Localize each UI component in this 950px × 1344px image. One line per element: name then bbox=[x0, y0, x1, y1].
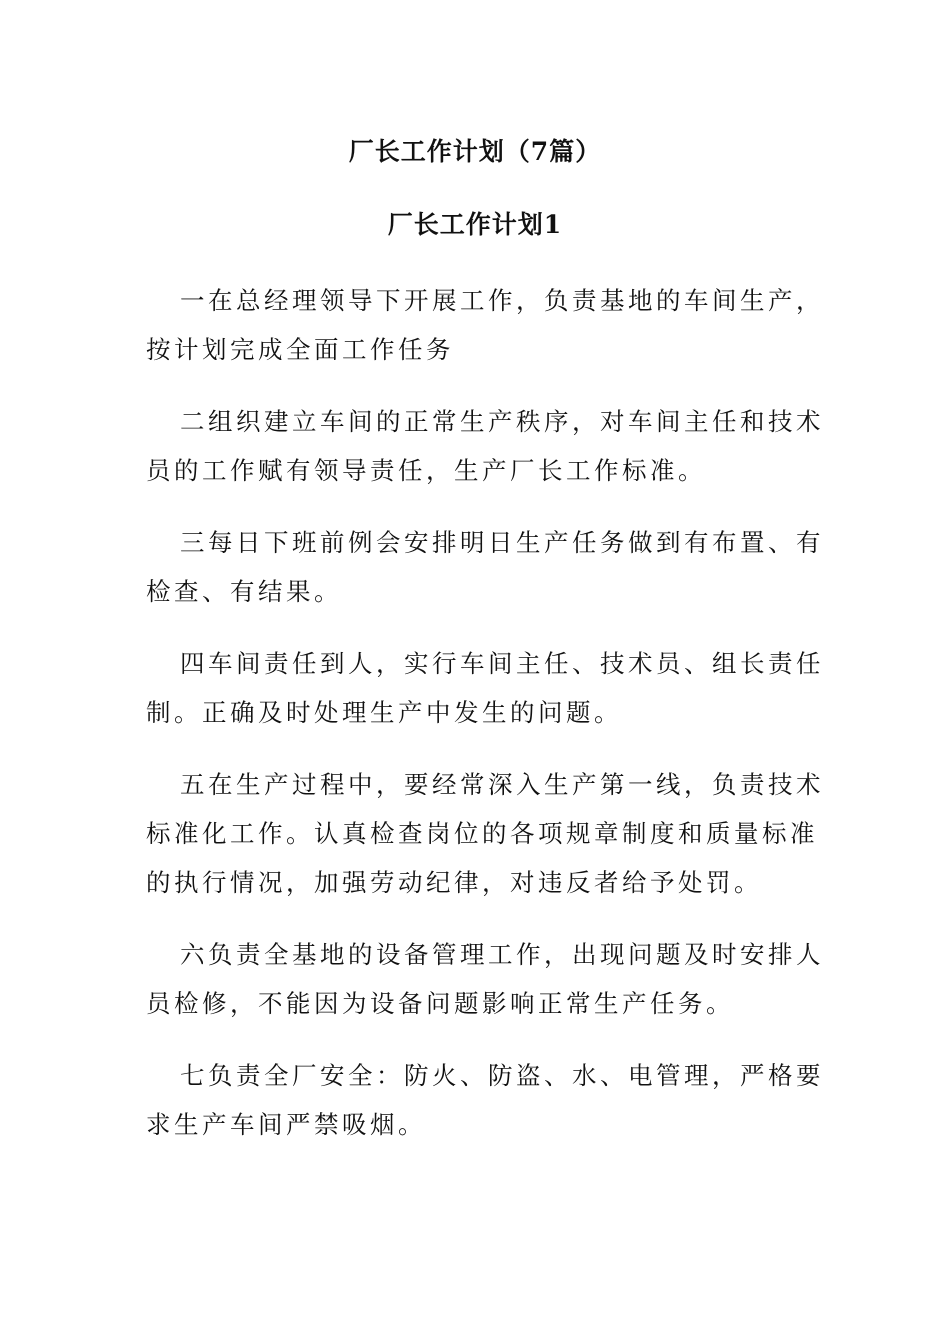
paragraph-4: 四车间责任到人，实行车间主任、技术员、组长责任制。正确及时处理生产中发生的问题。 bbox=[146, 649, 824, 727]
document-title: 厂长工作计划（7篇） bbox=[348, 137, 602, 166]
paragraph-5: 五在生产过程中，要经常深入生产第一线，负责技术标准化工作。认真检查岗位的各项规章制度和质量标准的执行情况，加强劳动纪律，对违反者给予处罚。 bbox=[146, 770, 824, 897]
paragraph-3: 三每日下班前例会安排明日生产任务做到有布置、有检查、有结果。 bbox=[146, 528, 824, 606]
document-body bbox=[146, 276, 826, 1172]
paragraph-1: 一在总经理领导下开展工作，负责基地的车间生产，按计划完成全面工作任务 bbox=[146, 286, 824, 364]
paragraph-6: 六负责全基地的设备管理工作，出现问题及时安排人员检修，不能因为设备问题影响正常生产任务。 bbox=[146, 940, 824, 1018]
paragraph-2: 二组织建立车间的正常生产秩序，对车间主任和技术员的工作赋有领导责任，生产厂长工作标准。 bbox=[146, 407, 824, 485]
section-title: 厂长工作计划1 bbox=[387, 210, 563, 239]
paragraph-7: 七负责全厂安全：防火、防盗、水、电管理，严格要求生产车间严禁吸烟。 bbox=[146, 1061, 824, 1139]
